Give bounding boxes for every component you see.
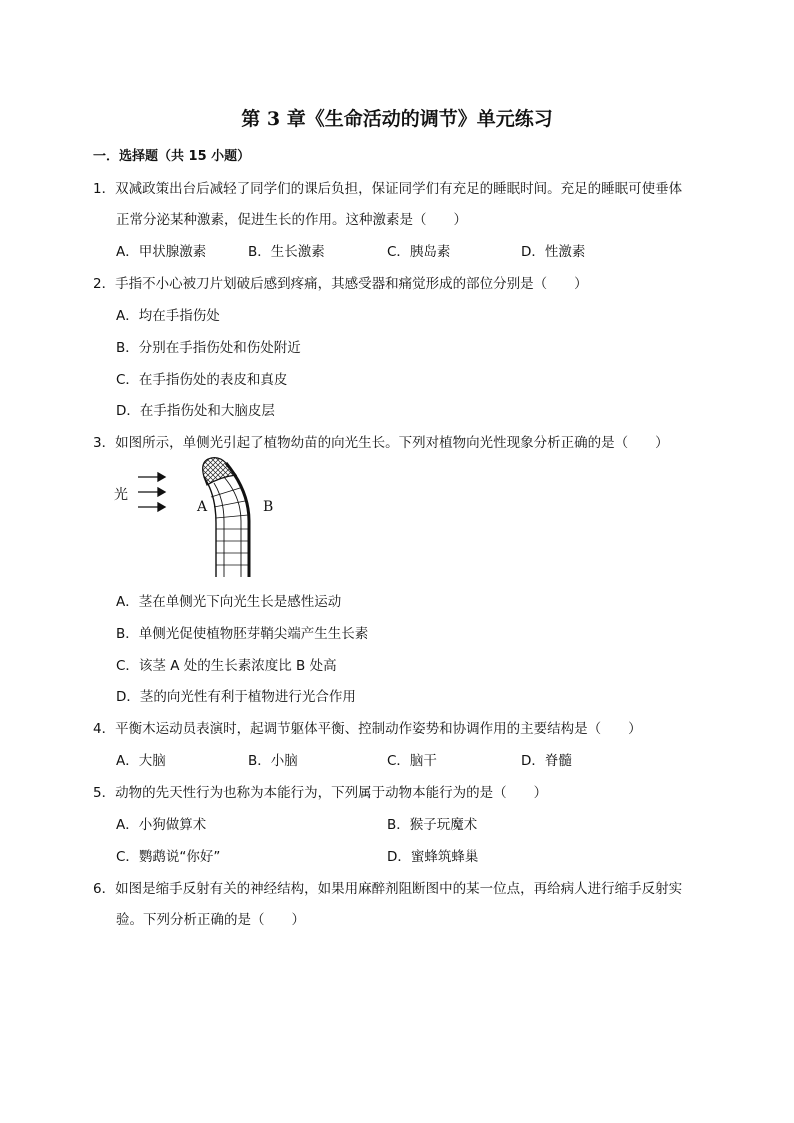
question-6-line-1: 6．如图是缩手反射有关的神经结构，如果用麻醉剂阻断图中的某一位点，再给病人进行缩手反射实 xyxy=(93,881,683,897)
question-2-option-c: C．在手指伤处的表皮和真皮 xyxy=(116,372,288,388)
question-2-option-a: A．均在手指伤处 xyxy=(116,308,220,324)
question-3-option-b: B．单侧光促使植物胚芽鞘尖端产生生长素 xyxy=(116,626,369,642)
question-5-line-1: 5．动物的先天性行为也称为本能行为，下列属于动物本能行为的是（ ） xyxy=(93,785,548,801)
question-2-option-b: B．分别在手指伤处和伤处附近 xyxy=(116,340,301,356)
question-3-line-1: 3．如图所示，单侧光引起了植物幼苗的向光生长。下列对植物向光性现象分析正确的是（ ） xyxy=(93,435,669,451)
question-3-option-a: A．茎在单侧光下向光生长是感性运动 xyxy=(116,594,342,610)
question-5-option-c: C．鹦鹉说“你好” xyxy=(116,849,221,865)
label-a: A xyxy=(197,499,208,515)
seedling-tip xyxy=(203,458,236,485)
question-1-line-1: 1．双减政策出台后减轻了同学们的课后负担，保证同学们有充足的睡眠时间。充足的睡眠可使垂体 xyxy=(93,181,683,197)
question-4-option-d: D．脊髓 xyxy=(521,753,572,769)
question-3-option-d: D．茎的向光性有利于植物进行光合作用 xyxy=(116,689,356,705)
question-1-option-a: A．甲状腺激素 xyxy=(116,244,207,260)
question-6-line-2: 验。下列分析正确的是（ ） xyxy=(116,912,305,928)
question-3-option-c: C．该茎 A 处的生长素浓度比 B 处高 xyxy=(116,658,337,674)
question-4-option-b: B．小脑 xyxy=(248,753,298,769)
question-5-option-b: B．猴子玩魔术 xyxy=(387,817,478,833)
question-5-option-a: A．小狗做算术 xyxy=(116,817,207,833)
section-heading: 一．选择题（共 15 小题） xyxy=(93,149,251,164)
question-1-option-c: C．胰岛素 xyxy=(387,244,451,260)
phototropism-figure xyxy=(108,455,298,580)
light-label: 光 xyxy=(114,487,128,503)
page-title: 第 3 章《生命活动的调节》单元练习 xyxy=(241,108,553,130)
question-4-line-1: 4．平衡木运动员表演时，起调节躯体平衡、控制动作姿势和协调作用的主要结构是（ ） xyxy=(93,721,642,737)
question-1-option-b: B．生长激素 xyxy=(248,244,325,260)
question-4-option-c: C．脑干 xyxy=(387,753,437,769)
light-arrows-icon xyxy=(138,473,165,511)
question-1-option-d: D．性激素 xyxy=(521,244,586,260)
question-2-option-d: D．在手指伤处和大脑皮层 xyxy=(116,403,275,419)
question-1-line-2: 正常分泌某种激素，促进生长的作用。这种激素是（ ） xyxy=(116,212,467,228)
question-2-line-1: 2．手指不小心被刀片划破后感到疼痛，其感受器和痛觉形成的部位分别是（ ） xyxy=(93,276,588,292)
question-5-option-d: D．蜜蜂筑蜂巢 xyxy=(387,849,479,865)
question-4-option-a: A．大脑 xyxy=(116,753,166,769)
label-b: B xyxy=(263,499,274,515)
